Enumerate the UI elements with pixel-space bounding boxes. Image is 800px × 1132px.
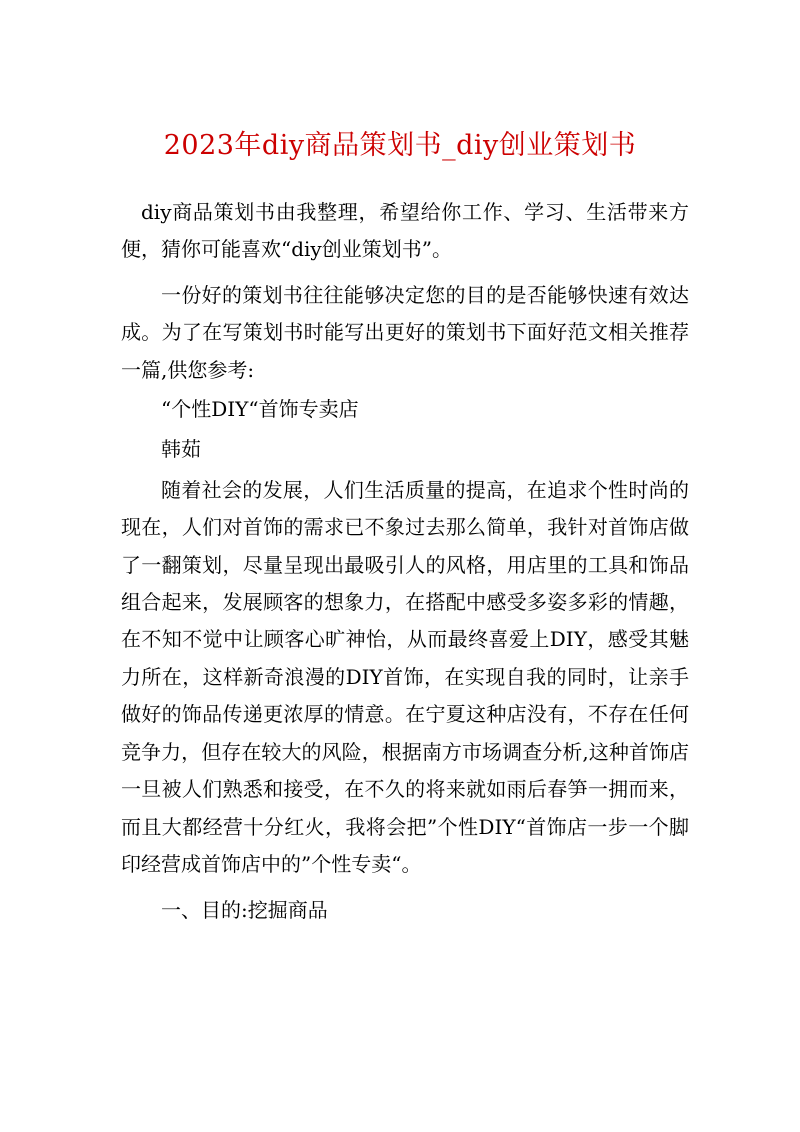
intro-paragraph: diy商品策划书由我整理，希望给你工作、学习、生活带来方便，猜你可能喜欢“diy创业策划书”。	[121, 200, 689, 262]
lead-paragraph: 一份好的策划书往往能够决定您的目的是否能够快速有效达成。为了在写策划书时能写出更好的策划书下面好范文相关推荐一篇,供您参考:	[121, 282, 689, 382]
main-paragraph: 随着社会的发展，人们生活质量的提高，在追求个性时尚的现在，人们对首饰的需求已不象过去那么简单，我针对首饰店做了一翻策划，尽量呈现出最吸引人的风格，用店里的工具和饰品组合起来，发展顾客的想象力，在搭配中感受多姿多彩的情趣，在不知不觉中让顾客心旷神怡，从而最终喜爱上DIY，感受其魅力所在，这样新奇浪漫的DIY首饰，在实现自我的同时，让亲手做好的饰品传递更浓厚的情意。在宁夏这种店没有，不存在任何竞争力，但存在较大的风险，根据南方市场调查分析,这种首饰店一旦被人们熟悉和接受，在不久的将来就如雨后春笋一拥而来，而且大都经营十分红火，我将会把”个性DIY“首饰店一步一个脚印经营成首饰店中的”个性专卖“。	[121, 477, 689, 876]
section-heading-1: 一、目的:挖掘商品	[161, 898, 328, 923]
document-body	[121, 194, 689, 930]
plan-title-paragraph: “个性DIY“首饰专卖店	[161, 397, 359, 422]
document-title: 2023年diy商品策划书_diy创业策划书	[163, 130, 637, 161]
author-paragraph: 韩茹	[161, 437, 201, 462]
